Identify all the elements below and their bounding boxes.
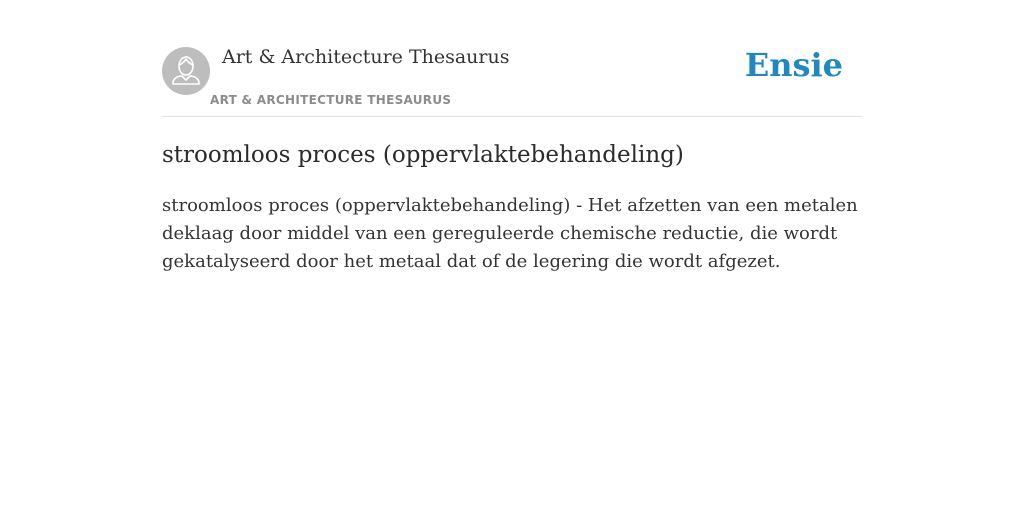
entry-definition: stroomloos proces (oppervlaktebehandeling) - Het afzetten van een metalen deklaag door middel van een gereguleerde chemische reductie, die wordt gekatalyseerd door het metaal dat of de legering die wordt afgezet.	[162, 195, 858, 272]
user-placeholder-icon	[162, 47, 210, 95]
source-header	[162, 0, 862, 117]
entry-title: stroomloos proces (oppervlaktebehandeling)	[162, 142, 684, 168]
source-title[interactable]: Art & Architecture Thesaurus	[222, 46, 510, 68]
source-subtitle: ART & ARCHITECTURE THESAURUS	[210, 93, 452, 107]
source-avatar[interactable]	[162, 47, 210, 95]
ensie-logo-link[interactable]: Ensie	[744, 46, 843, 84]
